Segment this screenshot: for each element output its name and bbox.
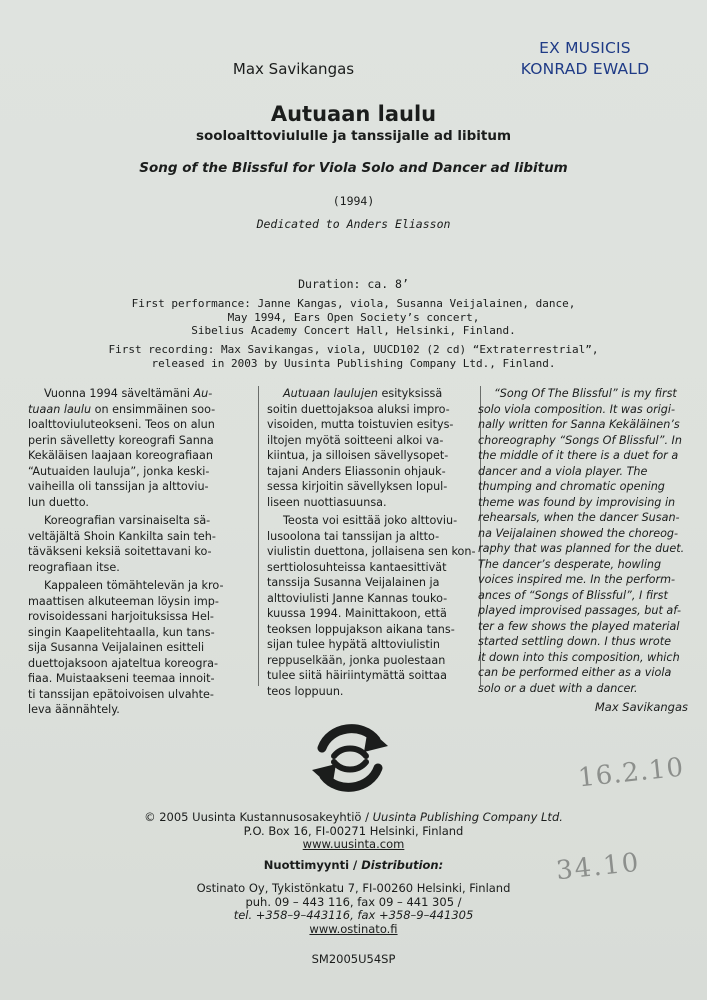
first-performance-line: First performance: Janne Kangas, viola, Susanna Veijalainen, dance,	[131, 297, 576, 310]
text-line: Teosta voi esittää joko alttoviu-	[283, 514, 458, 527]
text-line: Kappaleen tömähtelevän ja kro-	[44, 579, 224, 592]
subtitle-finnish: sooloalttoviululle ja tanssijalle ad libitum	[195, 128, 512, 144]
distribution-heading-en: Distribution:	[361, 858, 444, 872]
text-line: choreography “Songs Of Blissful”. In	[478, 433, 682, 447]
text-italic: Au-	[193, 387, 213, 400]
text-line: ti tanssijan epätoivoisen ulvahte-	[28, 687, 214, 701]
text-line: lun duetto.	[28, 495, 89, 509]
first-recording-line: released in 2003 by Uusinta Publishing Company Ltd., Finland.	[151, 356, 556, 370]
text-line	[28, 402, 250, 418]
first-performance	[0, 297, 707, 338]
distribution-heading	[0, 858, 707, 872]
text-line: fiaa. Muistaakseni teemaa innoit-	[28, 672, 215, 685]
text-line: na Veijalainen showed the choreog-	[478, 526, 679, 540]
first-performance-line: Sibelius Academy Concert Hall, Helsinki, Finland.	[191, 324, 516, 337]
text-line: can be performed either as a viola	[478, 666, 672, 679]
page-title: Autuaan laulu	[270, 102, 437, 126]
text-line: ances of “Songs of Blissful”, I first	[478, 588, 668, 602]
duration: Duration: ca. 8’	[298, 277, 409, 291]
text-line: teoksen loppujakson aikana tans-	[267, 622, 455, 636]
text-line: teos loppuun.	[267, 684, 344, 698]
distribution-info	[0, 882, 707, 936]
distributor-company: Ostinato Oy, Tykistönkatu 7, FI-00260 Helsinki, Finland	[196, 881, 511, 895]
text-column-english	[478, 386, 688, 696]
copyright-text: © 2005 Uusinta Kustannusosakeyhtiö /	[144, 810, 373, 824]
composition-year: (1994)	[332, 194, 375, 208]
catalog-code: SM2005U54SP	[311, 952, 396, 966]
text-line: dancer and a viola player. The	[478, 464, 648, 478]
text-italic: tuaan laulu	[28, 402, 92, 416]
stamp-line-1: EX MUSICIS	[539, 39, 631, 57]
text-line: lusoolona tai tanssijan ja altto-	[267, 529, 440, 543]
title-english: Song of the Blissful for Viola Solo and Dancer ad libitum	[139, 160, 568, 176]
composer-name	[0, 60, 707, 78]
text-line: sija Susanna Veijalainen esitteli	[28, 641, 205, 654]
text-line: “Autuaiden lauluja”, jonka keski-	[28, 464, 210, 478]
text-line: Kekäläisen laajaan koreografiaan	[28, 449, 213, 462]
author-signature: Max Savikangas	[594, 700, 688, 714]
distributor-phone-en-text: tel. +358–9–443116, fax +358–9–441305	[233, 908, 474, 922]
text-line	[28, 386, 250, 402]
text-line: thumping and chromatic opening	[478, 480, 665, 493]
text-column-finnish-1	[28, 386, 250, 718]
text-line: perin sävelletty koreografi Sanna	[28, 433, 214, 447]
handwritten-price: 34.10	[554, 847, 642, 887]
text-line: nally written for Sanna Kekäläinen’s	[478, 418, 680, 431]
text-line: reppuselkään, jonka puolestaan	[267, 653, 446, 667]
first-recording	[0, 343, 707, 370]
text-line: kiintua, ja silloisen sävellysopet-	[267, 449, 449, 462]
text-line: started settling down. I thus wrote	[478, 635, 672, 648]
text-line: viulistin duettona, jollaisena sen kon-	[267, 545, 476, 558]
text-line: singin Kaapelitehtaalla, kun tans-	[28, 625, 215, 639]
text-line: kuussa 1994. Mainittakoon, että	[267, 607, 447, 620]
text-italic: Autuaan laulujen	[283, 387, 378, 400]
text-line: loalttoviuluteokseni. Teos on alun	[28, 418, 215, 431]
text-line: visoiden, mutta toistuvien esitys-	[267, 418, 454, 431]
text-line: played improvised passages, but af-	[478, 604, 682, 617]
text-line: “Song Of The Blissful” is my first	[494, 387, 677, 400]
text-line: täväkseni keksiä soitettavani ko-	[28, 545, 212, 558]
publisher-info	[0, 811, 707, 852]
text-line: rovisoidessani harjoituksissa Hel-	[28, 610, 214, 623]
text-line: maattisen alkuteeman löysin imp-	[28, 594, 219, 608]
publisher-website-link[interactable]: www.uusinta.com	[302, 837, 405, 851]
stamp-line-2: KONRAD EWALD	[520, 60, 650, 78]
first-recording-line: First recording: Max Savikangas, viola, UUCD102 (2 cd) “Extraterrestrial”,	[108, 343, 599, 356]
text-line	[267, 386, 472, 402]
text-line: soitin duettojaksoa aluksi impro-	[267, 402, 450, 416]
copyright-line	[0, 811, 707, 825]
composer-text: Max Savikangas	[232, 60, 355, 78]
text-line: solo viola composition. It was origi-	[478, 402, 676, 416]
text-line: tulee siitä häiriintymättä soittaa	[267, 669, 447, 682]
copyright-text-english: Uusinta Publishing Company Ltd.	[372, 810, 563, 824]
text-line: Koreografian varsinaiselta sä-	[44, 514, 211, 527]
dedication: Dedicated to Anders Eliasson	[256, 217, 451, 231]
distribution-heading-fi: Nuottimyynti /	[263, 858, 362, 872]
text-line: it down into this composition, which	[478, 650, 680, 664]
text-line: sessa kirjoitin sävellyksen lopul-	[267, 480, 448, 493]
text-line: sijan tulee hypätä alttoviulistin	[267, 638, 440, 651]
text-line: The dancer’s desperate, howling	[478, 557, 662, 571]
text-line: alttoviulisti Janne Kannas touko-	[267, 591, 448, 605]
text-line: iltojen myötä soitteeni alkoi va-	[267, 433, 444, 447]
text-line: reografiaan itse.	[28, 560, 120, 574]
text-line: duettojaksoon ajateltua koreogra-	[28, 656, 218, 670]
text-line: vaiheilla oli tanssijan ja alttoviu-	[28, 480, 209, 493]
distributor-phone-fi: puh. 09 – 443 116, fax 09 – 441 305 /	[245, 894, 462, 909]
handwritten-date: 16.2.10	[576, 752, 686, 794]
text-line: veltäjältä Shoin Kankilta sain teh-	[28, 529, 216, 543]
text-span: on ensimmäinen soo-	[91, 402, 216, 416]
text-line: tajani Anders Eliassonin ohjauk-	[267, 464, 446, 478]
text-line: the middle of it there is a duet for a	[478, 449, 679, 462]
distributor-phone-en	[0, 909, 707, 923]
text-line: ter a few shows the played material	[478, 619, 680, 633]
text-line: tanssija Susanna Veijalainen ja	[267, 576, 440, 589]
first-performance-line: May 1994, Ears Open Society’s concert,	[227, 310, 480, 324]
text-span: esityksissä	[377, 387, 443, 400]
text-column-finnish-2	[258, 386, 481, 698]
text-line: serttiolosuhteissa kantaesittivät	[267, 560, 447, 574]
text-line: solo or a duet with a dancer.	[478, 681, 638, 695]
publisher-address: P.O. Box 16, FI-00271 Helsinki, Finland	[243, 823, 464, 838]
text-line: voices inspired me. In the perform-	[478, 573, 676, 586]
text-line: raphy that was planned for the duet.	[478, 542, 685, 555]
text-line: leva äännähtely.	[28, 703, 120, 716]
text-line: theme was found by improvising in	[478, 495, 676, 509]
publisher-logo-icon	[304, 712, 396, 804]
text-line: liseen nuottiasuunsa.	[267, 495, 387, 509]
text-line: rehearsals, when the dancer Susan-	[478, 511, 680, 524]
distributor-website-link[interactable]: www.ostinato.fi	[309, 921, 398, 936]
text-span: Vuonna 1994 säveltämäni	[44, 387, 194, 400]
